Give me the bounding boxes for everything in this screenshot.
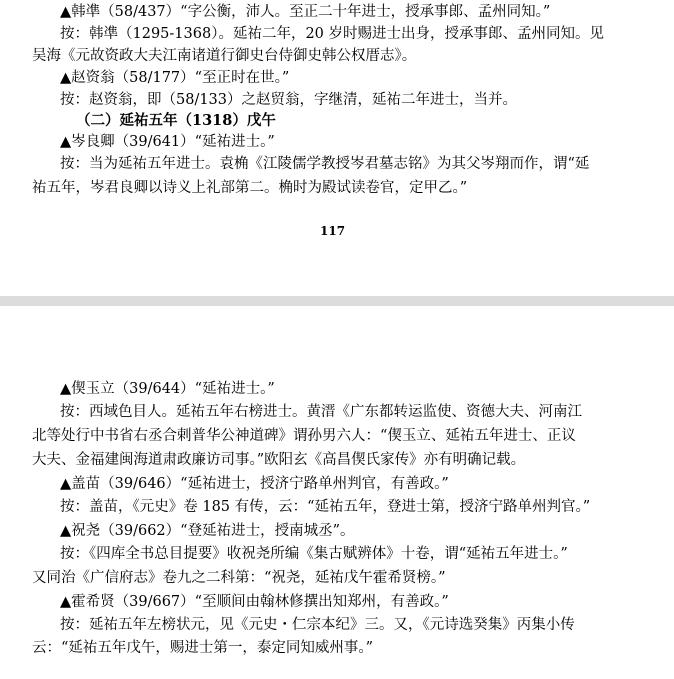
top-page bbox=[0, 0, 674, 252]
note-gai-miao: 按：盖苗，《元史》卷 185 有传，云：“延祐五年，登进士第，授济宁路单州判官。” bbox=[60, 499, 591, 515]
page-separator bbox=[0, 296, 674, 306]
page-number: 117 bbox=[320, 224, 346, 238]
note-xie-yuli-cont2: 大夫、金福建闽海道肃政廉访司事。”欧阳玄《高昌偰氏家传》亦有明确记载。 bbox=[32, 452, 526, 468]
entry-cen-liangqing: ▲岑良卿（39/641）“延祐进士。” bbox=[60, 134, 275, 150]
note-han-zhun: 按：韩凖（1295-1368）。延祐二年，20 岁时赐进士出身，授承事郎、孟州同知。见 bbox=[60, 26, 605, 42]
note-zhu-yao: 按：《四库全书总目提要》收祝尧所编《集古赋辨体》十卷，谓“延祐五年进士。” bbox=[60, 546, 568, 562]
note-huo-xixian: 按：延祐五年左榜状元，见《元史・仁宗本纪》三。又，《元诗选癸集》丙集小传 bbox=[60, 617, 575, 633]
note-xie-yuli: 按：西域色目人。延祐五年右榜进士。黄溍《广东都转运监使、资德大夫、河南江 bbox=[60, 404, 582, 420]
entry-zhao-ziweng: ▲赵资翁（58/177）“至正时在世。” bbox=[60, 70, 290, 86]
entry-huo-xixian: ▲霍希贤（39/667）“至顺间由翰林修撰出知郑州，有善政。” bbox=[60, 594, 449, 610]
note-huo-xixian-cont: 云：“延祐五年戊午，赐进士第一，泰定同知威州事。” bbox=[32, 640, 374, 656]
note-zhu-yao-cont: 又同治《广信府志》卷九之二科第：“祝尧，延祐戊午霍希贤榜。” bbox=[32, 570, 446, 586]
entry-han-zhun: ▲韩凖（58/437）“字公衡，沛人。至正二十年进士，授承事郎、孟州同知。” bbox=[60, 4, 551, 20]
entry-gai-miao: ▲盖苗（39/646）“延祐进士，授济宁路单州判官，有善政。” bbox=[60, 476, 449, 492]
note-cen-liangqing: 按：当为延祐五年进士。袁桷《江陵儒学教授岑君墓志铭》为其父岑翔而作，谓“延 bbox=[60, 156, 590, 172]
bottom-page bbox=[0, 312, 674, 679]
note-xie-yuli-cont1: 北等处行中书省右丞合剌普华公神道碑》谓孙男六人：“偰玉立、延祐五年进士、正议 bbox=[32, 428, 576, 444]
note-han-zhun-cont: 吴海《元故资政大夫江南诸道行御史台侍御史韩公权厝志》。 bbox=[32, 48, 417, 64]
entry-zhu-yao: ▲祝尧（39/662）“登延祐进士，授南城丞”。 bbox=[60, 523, 355, 539]
section-heading: （二）延祐五年（1318）戊午 bbox=[76, 112, 276, 129]
note-cen-liangqing-cont: 祐五年，岑君良卿以诗义上礼部第二。桷时为殿试读卷官，定甲乙。” bbox=[32, 180, 468, 196]
entry-xie-yuli: ▲偰玉立（39/644）“延祐进士。” bbox=[60, 381, 275, 397]
note-zhao-ziweng: 按：赵资翁，即（58/133）之赵贸翁，字继清，延祐二年进士，当并。 bbox=[60, 92, 518, 108]
